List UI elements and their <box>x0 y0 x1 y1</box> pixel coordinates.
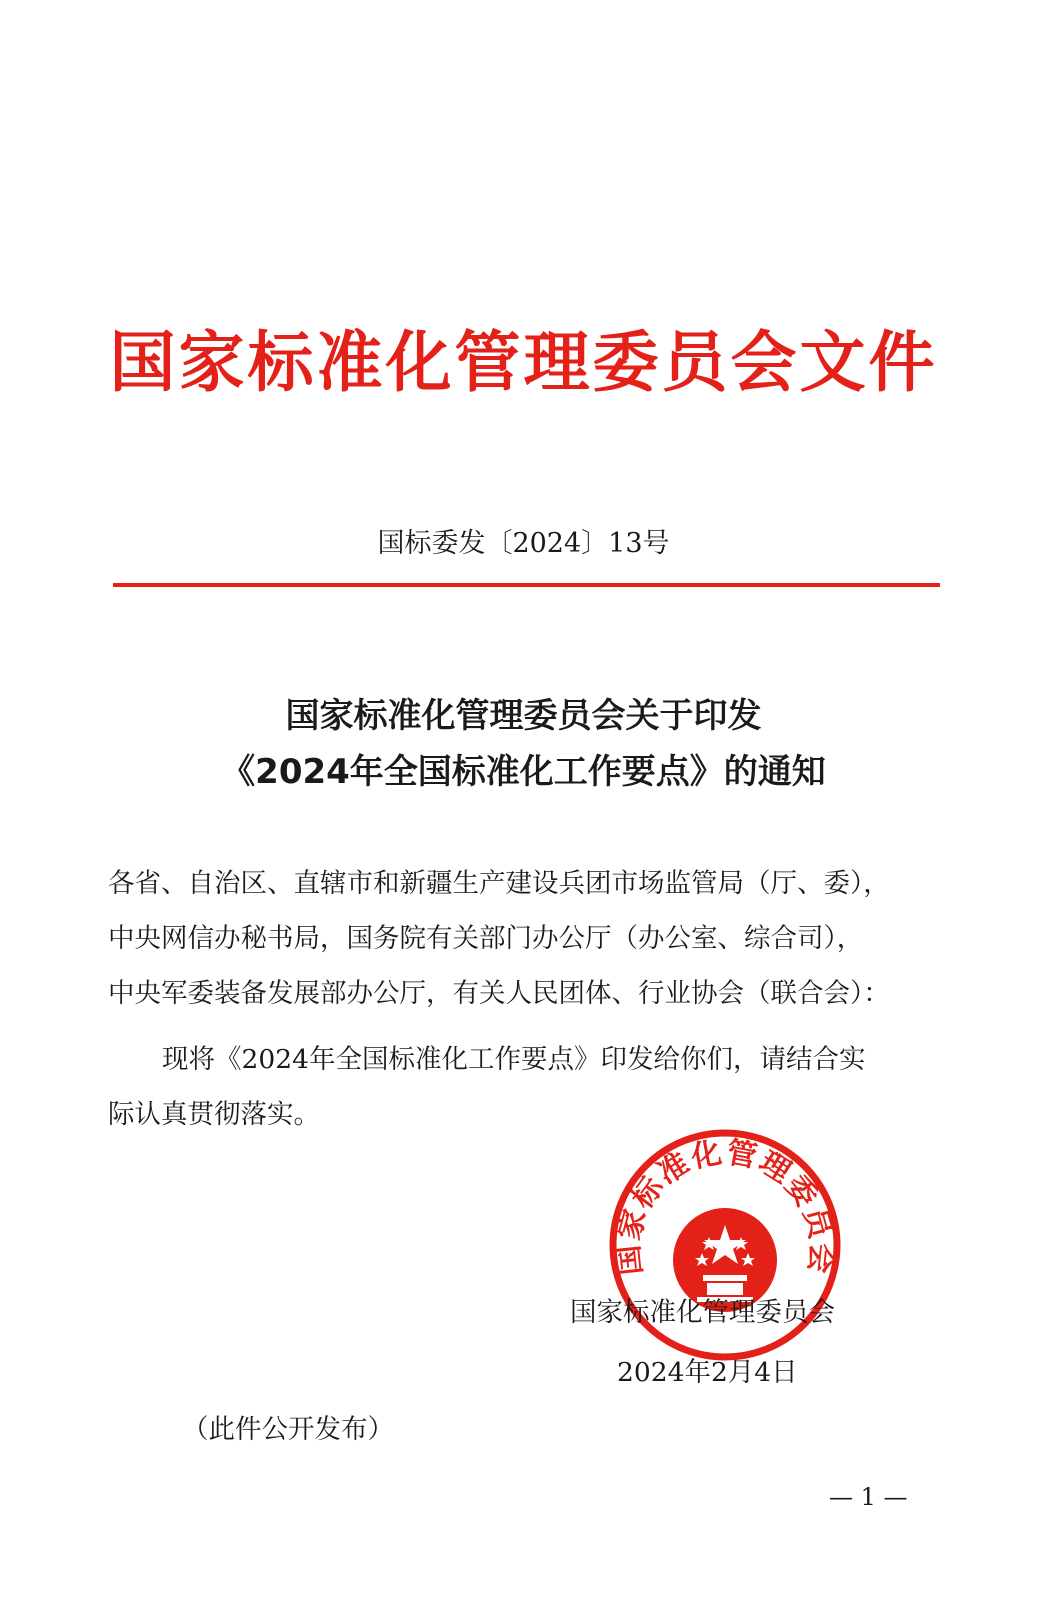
body-line-2: 际认真贯彻落实。 <box>108 1099 320 1130</box>
notice-title <box>0 688 1047 800</box>
red-divider-line <box>113 583 940 587</box>
body-line-1: 现将《2024年全国标准化工作要点》印发给你们，请结合实 <box>162 1044 866 1075</box>
signature-date: 2024年2月4日 <box>617 1357 798 1388</box>
addressees <box>108 856 948 1021</box>
notice-title-line-2: 《2024年全国标准化工作要点》的通知 <box>221 752 826 792</box>
notice-title-line-1: 国家标准化管理委员会关于印发 <box>285 696 762 736</box>
addressee-line: 中央军委装备发展部办公厅，有关人民团体、行业协会（联合会）： <box>108 978 890 1009</box>
document-header-title: 国家标准化管理委员会文件 <box>109 323 938 401</box>
addressee-line: 各省、自治区、直辖市和新疆生产建设兵团市场监管局（厅、委）， <box>108 868 890 899</box>
page-number: — 1 — <box>829 1483 908 1511</box>
seal-text: 国家标准化管理委员会 <box>610 1135 840 1277</box>
public-release-note: （此件公开发布） <box>182 1414 394 1445</box>
signature-organization: 国家标准化管理委员会 <box>570 1297 835 1328</box>
addressee-line: 中央网信办秘书局，国务院有关部门办公厅（办公室、综合司）， <box>108 923 864 954</box>
document-number: 国标委发〔2024〕13号 <box>377 528 670 559</box>
